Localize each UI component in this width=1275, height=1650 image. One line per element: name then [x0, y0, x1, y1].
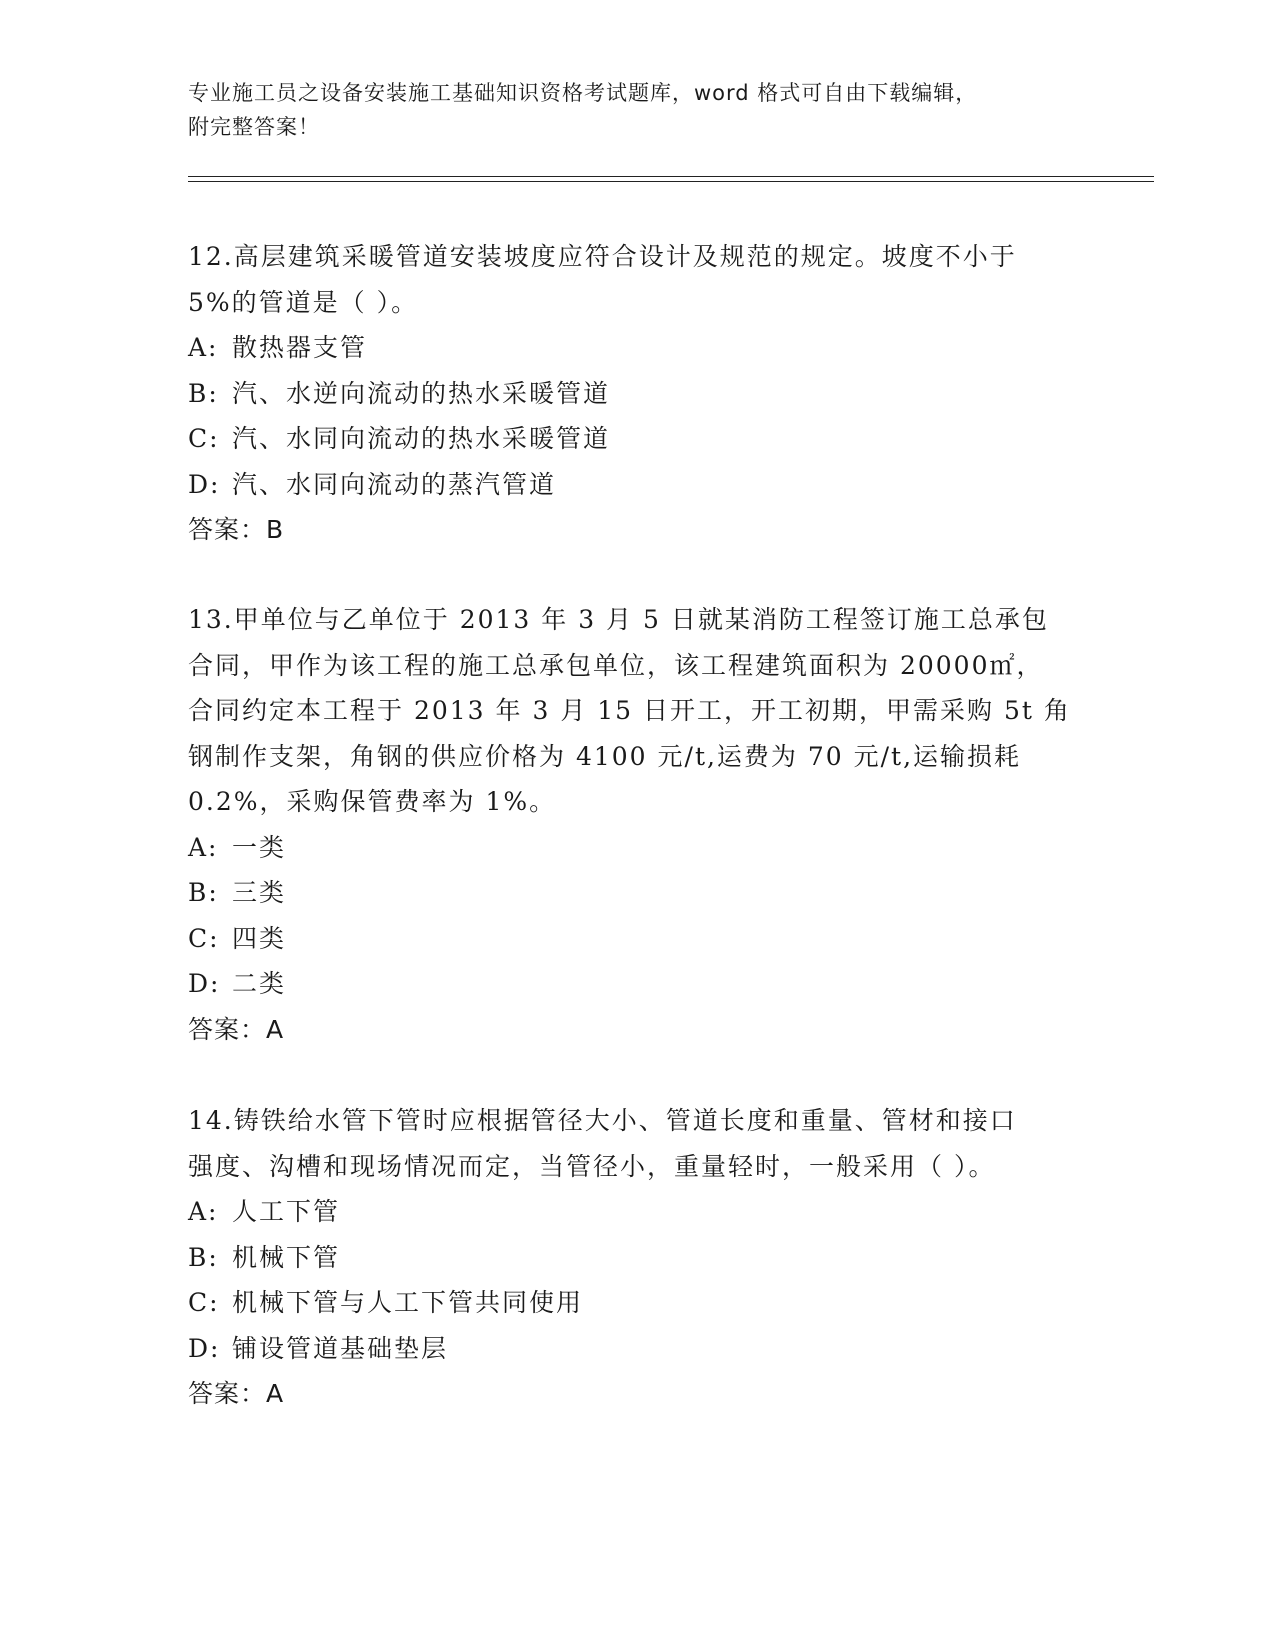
option-text: 机械下管与人工下管共同使用: [232, 1288, 584, 1317]
option-text: 四类: [232, 923, 287, 953]
question-line: 0.2%，采购保管费率为 1%。: [188, 787, 557, 816]
option-letter: C:: [188, 1288, 220, 1317]
answer-label: 答案：A: [188, 1014, 285, 1044]
answer-label: 答案：B: [188, 515, 285, 544]
question-line: 5%的管道是（ ）。: [188, 287, 419, 317]
option-text: 汽、水同向流动的热水采暖管道: [232, 424, 611, 453]
option-c: [188, 1280, 1088, 1326]
question-text: [188, 597, 1088, 825]
option-letter: B:: [188, 878, 219, 907]
document-header: [188, 76, 1068, 144]
question-line: 14.铸铁给水管下管时应根据管径大小、管道长度和重量、管材和接口: [188, 1106, 1017, 1135]
option-letter: D:: [188, 969, 221, 998]
question-line: 钢制作支架，角钢的供应价格为 4100 元/t,运费为 70 元/t,运输损耗: [188, 741, 1022, 771]
option-letter: B:: [188, 378, 219, 408]
option-text: 散热器支管: [232, 333, 368, 362]
option-letter: C:: [188, 424, 220, 453]
header-divider: [188, 176, 1154, 177]
option-text: 铺设管道基础垫层: [232, 1333, 449, 1363]
question-line: 合同约定本工程于 2013 年 3 月 15 日开工，开工初期，甲需采购 5t 角: [188, 696, 1071, 725]
question-line: 13.甲单位与乙单位于 2013 年 3 月 5 日就某消防工程签订施工总承包: [188, 605, 1049, 634]
option-b: [188, 1235, 1088, 1281]
option-c: [188, 916, 1088, 962]
header-divider: [188, 181, 1154, 182]
question-block: [188, 234, 1088, 553]
question-line: 合同，甲作为该工程的施工总承包单位，该工程建筑面积为 20000㎡，: [188, 650, 1044, 680]
option-d: [188, 961, 1088, 1007]
question-block: [188, 1098, 1088, 1417]
question-line: 强度、沟槽和现场情况而定，当管径小，重量轻时，一般采用（ ）。: [188, 1151, 996, 1181]
option-letter: D:: [188, 1333, 221, 1363]
option-letter: A:: [188, 1197, 219, 1226]
question-text: [188, 234, 1088, 325]
option-b: [188, 870, 1088, 916]
header-line: 附完整答案！: [188, 115, 320, 139]
question-text: [188, 1098, 1088, 1189]
option-a: [188, 1189, 1088, 1235]
option-text: 三类: [232, 878, 287, 907]
option-text: 汽、水逆向流动的热水采暖管道: [232, 378, 611, 408]
option-a: [188, 325, 1088, 371]
option-d: [188, 462, 1088, 508]
option-b: [188, 371, 1088, 417]
option-text: 机械下管: [232, 1242, 341, 1272]
option-letter: B:: [188, 1242, 219, 1272]
question-block: [188, 597, 1088, 1052]
option-letter: A:: [188, 333, 219, 362]
option-text: 汽、水同向流动的蒸汽管道: [232, 469, 557, 499]
option-letter: D:: [188, 469, 221, 499]
option-text: 一类: [232, 832, 287, 862]
option-text: 二类: [232, 969, 287, 998]
option-a: [188, 825, 1088, 871]
option-text: 人工下管: [232, 1197, 341, 1226]
option-letter: C:: [188, 923, 220, 953]
option-c: [188, 416, 1088, 462]
option-d: [188, 1326, 1088, 1372]
option-letter: A:: [188, 832, 219, 862]
answer-label: 答案：A: [188, 1379, 285, 1408]
header-line: 专业施工员之设备安装施工基础知识资格考试题库，word 格式可自由下载编辑，: [188, 81, 978, 105]
question-line: 12.高层建筑采暖管道安装坡度应符合设计及规范的规定。坡度不小于: [188, 242, 1017, 271]
